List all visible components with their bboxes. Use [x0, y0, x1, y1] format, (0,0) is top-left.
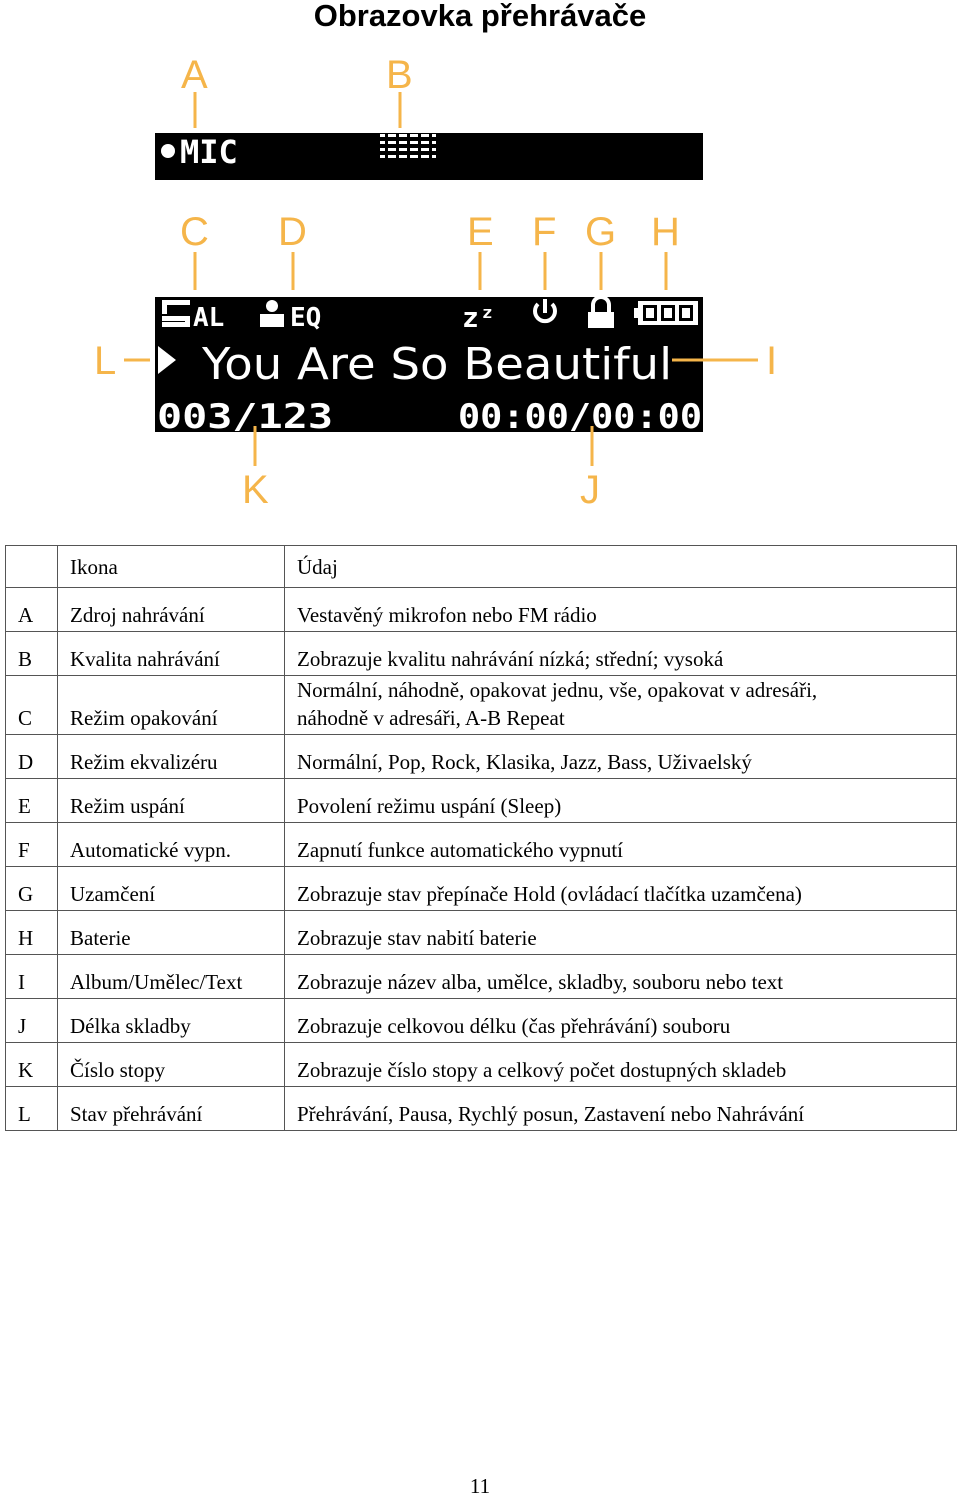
row-icon: Uzamčení: [58, 867, 285, 911]
callout-letter-d: D: [278, 210, 307, 254]
row-info: Vestavěný mikrofon nebo FM rádio: [285, 588, 957, 632]
table-row: [6, 999, 957, 1043]
callout-letter-h: H: [651, 210, 680, 254]
table-header-row: [6, 546, 957, 588]
row-info: Zobrazuje stav přepínače Hold (ovládací tlačítka uzamčena): [285, 867, 957, 911]
record-dot-icon: [161, 144, 175, 158]
callout-letter-l: L: [94, 339, 117, 383]
row-info: Zobrazuje celkovou délku (čas přehrávání) souboru: [285, 999, 957, 1043]
row-icon: Režim ekvalizéru: [58, 735, 285, 779]
sleep-icon: zᶻ: [462, 301, 496, 334]
callout-letter-c: C: [180, 210, 209, 254]
table-row: [6, 676, 957, 735]
table-row: [6, 779, 957, 823]
row-key: E: [6, 779, 58, 823]
row-key: H: [6, 911, 58, 955]
callout-letter-i: I: [766, 339, 778, 383]
row-key: C: [6, 676, 58, 735]
callout-letter-a: A: [181, 53, 208, 97]
row-icon: Délka skladby: [58, 999, 285, 1043]
callout-letter-b: B: [386, 53, 413, 97]
row-info: Normální, Pop, Rock, Klasika, Jazz, Bass, Uživaelský: [285, 735, 957, 779]
row-key: A: [6, 588, 58, 632]
row-info: [285, 676, 957, 735]
row-info-line: náhodně v adresáři, A-B Repeat: [297, 706, 565, 730]
icon-legend-table: [5, 545, 957, 1131]
row-info: Zobrazuje název alba, umělce, skladby, souboru nebo text: [285, 955, 957, 999]
row-icon: Baterie: [58, 911, 285, 955]
row-icon: Album/Umělec/Text: [58, 955, 285, 999]
row-icon: Zdroj nahrávání: [58, 588, 285, 632]
row-key: L: [6, 1087, 58, 1131]
track-number-text: 003/123: [157, 397, 333, 437]
battery-icon: [634, 301, 698, 325]
table-row: [6, 588, 957, 632]
callout-letter-g: G: [585, 210, 617, 254]
callout-letter-e: E: [467, 210, 494, 254]
row-icon: Stav přehrávání: [58, 1087, 285, 1131]
table-row: [6, 911, 957, 955]
row-key: I: [6, 955, 58, 999]
callout-letter-f: F: [532, 210, 557, 254]
row-key: J: [6, 999, 58, 1043]
row-key: D: [6, 735, 58, 779]
table-row: [6, 1043, 957, 1087]
row-info: Zobrazuje kvalitu nahrávání nízká; střední; vysoká: [285, 632, 957, 676]
row-icon: Číslo stopy: [58, 1043, 285, 1087]
row-info: Povolení režimu uspání (Sleep): [285, 779, 957, 823]
table-row: [6, 632, 957, 676]
row-info: Přehrávání, Pausa, Rychlý posun, Zastavení nebo Nahrávání: [285, 1087, 957, 1131]
player-screen-diagram: [0, 40, 960, 520]
mic-source-text: MIC: [180, 133, 238, 171]
callout-letter-k: K: [242, 468, 269, 512]
row-key: F: [6, 823, 58, 867]
table-row: [6, 735, 957, 779]
repeat-mode-text: AL: [193, 303, 225, 333]
row-info: Zobrazuje číslo stopy a celkový počet dostupných skladeb: [285, 1043, 957, 1087]
header-key-cell: [6, 546, 58, 588]
table-row: [6, 823, 957, 867]
table-row: [6, 1087, 957, 1131]
track-time-text: 00:00/00:00: [458, 397, 702, 437]
row-key: K: [6, 1043, 58, 1087]
row-info: Zobrazuje stav nabití baterie: [285, 911, 957, 955]
page-title: Obrazovka přehrávače: [313, 0, 647, 33]
equalizer-text: EQ: [290, 303, 322, 333]
row-icon: Automatické vypn.: [58, 823, 285, 867]
table-row: [6, 867, 957, 911]
row-info-line: Normální, náhodně, opakovat jednu, vše, opakovat v adresáři,: [297, 678, 818, 702]
page-number: 11: [469, 1474, 491, 1498]
row-info: Zapnutí funkce automatického vypnutí: [285, 823, 957, 867]
header-icon-cell: Ikona: [58, 546, 285, 588]
row-icon: Režim uspání: [58, 779, 285, 823]
row-icon: Kvalita nahrávání: [58, 632, 285, 676]
header-info-cell: Údaj: [285, 546, 957, 588]
song-title-text: You Are So Beautiful: [200, 339, 672, 390]
row-icon: Režim opakování: [58, 676, 285, 735]
callout-letter-j: J: [580, 468, 600, 512]
row-key: B: [6, 632, 58, 676]
table-row: [6, 955, 957, 999]
row-key: G: [6, 867, 58, 911]
